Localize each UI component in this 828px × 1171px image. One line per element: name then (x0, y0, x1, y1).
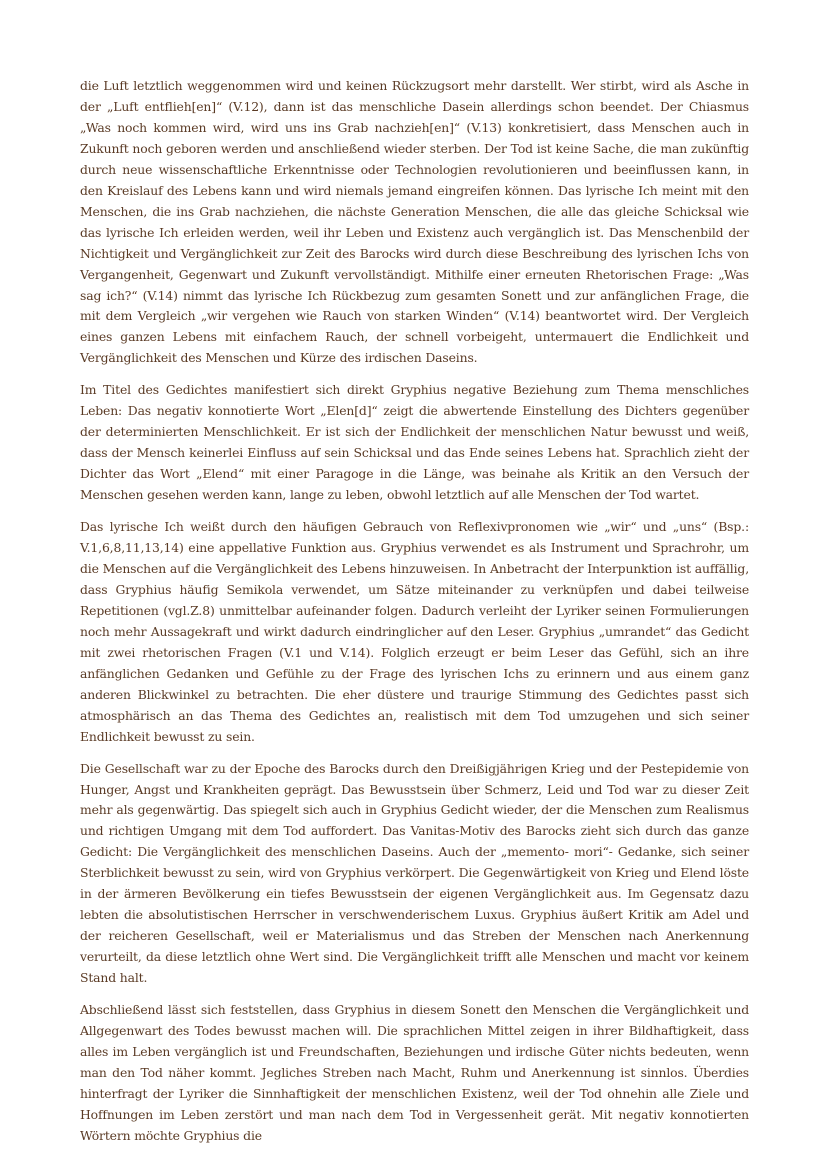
paragraph-vanitas-analysis: die Luft letztlich weggenommen wird und keinen Rückzugsort mehr darstellt. Wer stirbt, wird als Asche in der „Luft entflieh[en]“ (V.12), dann ist das menschliche Dasein allerdings schon beendet. Der Chiasmus „Was noch kommen wird, wird uns ins Grab nachzieh[en]“ (V.13) konkretisiert, dass Menschen auch in Zukunft noch geboren werden und anschließend wieder sterben. Der Tod ist keine Sache, die man zukünftig durch neue wissenschaftliche Erkenntnisse oder Technologien revolutionieren und beeinflussen kann, in den Kreislauf des Lebens kann und wird niemals jemand eingreifen können. Das lyrische Ich meint mit den Menschen, die ins Grab nachziehen, die nächste Generation Menschen, die alle das gleiche Schicksal wie das lyrische Ich erleiden werden, weil ihr Leben und Existenz auch vergänglich ist. Das Menschenbild der Nichtigkeit und Vergänglichkeit zur Zeit des Barocks wird durch diese Beschreibung des lyrischen Ichs von Vergangenheit, Gegenwart und Zukunft vervollständigt. Mithilfe einer erneuten Rhetorischen Frage: „Was sag ich?“ (V.14) nimmt das lyrische Ich Rückbezug zum gesamten Sonett und zur anfänglichen Frage, die mit dem Vergleich „wir vergehen wie Rauch von starken Winden“ (V.14) beantwortet wird. Der Vergleich eines ganzen Lebens mit einfachem Rauch, der schnell vorbeigeht, untermauert die Endlichkeit und Vergänglichkeit des Menschen und Kürze des irdischen Daseins. (80, 78, 749, 366)
paragraph-title-analysis: Im Titel des Gedichtes manifestiert sich direkt Gryphius negative Beziehung zum Thema menschliches Leben: Das negativ konnotierte Wort „Elen[d]“ zeigt die abwertende Einstellung des Dichters gegenüber der determinierten Menschlichkeit. Er ist sich der Endlichkeit der menschlichen Natur bewusst und weiß, dass der Mensch keinerlei Einfluss auf sein Schicksal und das Ende seines Lebens hat. Sprachlich zieht der Dichter das Wort „Elend“ mit einer Paragoge in die Länge, was beinahe als Kritik an den Versuch der Menschen gesehen werden kann, lange zu leben, obwohl letztlich auf alle Menschen der Tod wartet. (80, 382, 749, 503)
paragraph-conclusion: Abschließend lässt sich feststellen, dass Gryphius in diesem Sonett den Menschen die Vergänglichkeit und Allgegenwart des Todes bewusst machen will. Die sprachlichen Mittel zeigen in ihrer Bildhaftigkeit, dass alles im Leben vergänglich ist und Freundschaften, Beziehungen und irdische Güter nichts bedeuten, wenn man den Tod näher kommt. Jegliches Streben nach Macht, Ruhm und Anerkennung ist sinnlos. Überdies hinterfragt der Lyriker die Sinnhaftigkeit der menschlichen Existenz, weil der Tod ohnehin alle Ziele und Hoffnungen im Leben zerstört und man nach dem Tod in Vergessenheit gerät. Mit negativ konnotierten Wörtern möchte Gryphius die (80, 1002, 749, 1143)
paragraph-lyric-i-analysis: Das lyrische Ich weißt durch den häufigen Gebrauch von Reflexivpronomen wie „wir“ und „uns“ (Bsp.: V.1,6,8,11,13,14) eine appellative Funktion aus. Gryphius verwendet es als Instrument und Sprachrohr, um die Menschen auf die Vergänglichkeit des Lebens hinzuweisen. In Anbetracht der Interpunktion ist auffällig, dass Gryphius häufig Semikola verwendet, um Sätze miteinander zu verknüpfen und dabei teilweise Repetitionen (vgl.Z.8) unmittelbar aufeinander folgen. Dadurch verleiht der Lyriker seinen Formulierungen noch mehr Aussagekraft und wirkt dadurch eindringlicher auf den Leser. Gryphius „umrandet“ das Gedicht mit zwei rhetorischen Fragen (V.1 und V.14). Folglich erzeugt er beim Leser das Gefühl, sich an ihre anfänglichen Gedanken und Gefühle zu der Frage des lyrischen Ichs zu erinnern und aus einem ganz anderen Blickwinkel zu betrachten. Die eher düstere und traurige Stimmung des Gedichtes passt sich atmosphärisch an das Thema des Gedichtes an, realistisch mit dem Tod umzugehen und sich seiner Endlichkeit bewusst zu sein. (80, 519, 749, 744)
paragraph-historical-context: Die Gesellschaft war zu der Epoche des Barocks durch den Dreißigjährigen Krieg und der Pestepidemie von Hunger, Angst und Krankheiten geprägt. Das Bewusstsein über Schmerz, Leid und Tod war zu dieser Zeit mehr als gegenwärtig. Das spiegelt sich auch in Gryphius Gedicht wieder, der die Menschen zum Realismus und richtigen Umgang mit dem Tod auffordert. Das Vanitas-Motiv des Barocks zieht sich durch das ganze Gedicht: Die Vergänglichkeit des menschlichen Daseins. Auch der „memento- mori“- Gedanke, sich seiner Sterblichkeit bewusst zu sein, wird von Gryphius verkörpert. Die Gegenwärtigkeit von Krieg und Elend löste in der ärmeren Bevölkerung ein tiefes Bewusstsein der eigenen Vergänglichkeit aus. Im Gegensatz dazu lebten die absolutistischen Herrscher in verschwenderischem Luxus. Gryphius äußert Kritik am Adel und der reicheren Gesellschaft, weil er Materialismus und das Streben der Menschen nach Anerkennung verurteilt, da diese letztlich ohne Wert sind. Die Vergänglichkeit trifft alle Menschen und macht vor keinem Stand halt. (80, 760, 749, 986)
essay-body (80, 76, 749, 1158)
